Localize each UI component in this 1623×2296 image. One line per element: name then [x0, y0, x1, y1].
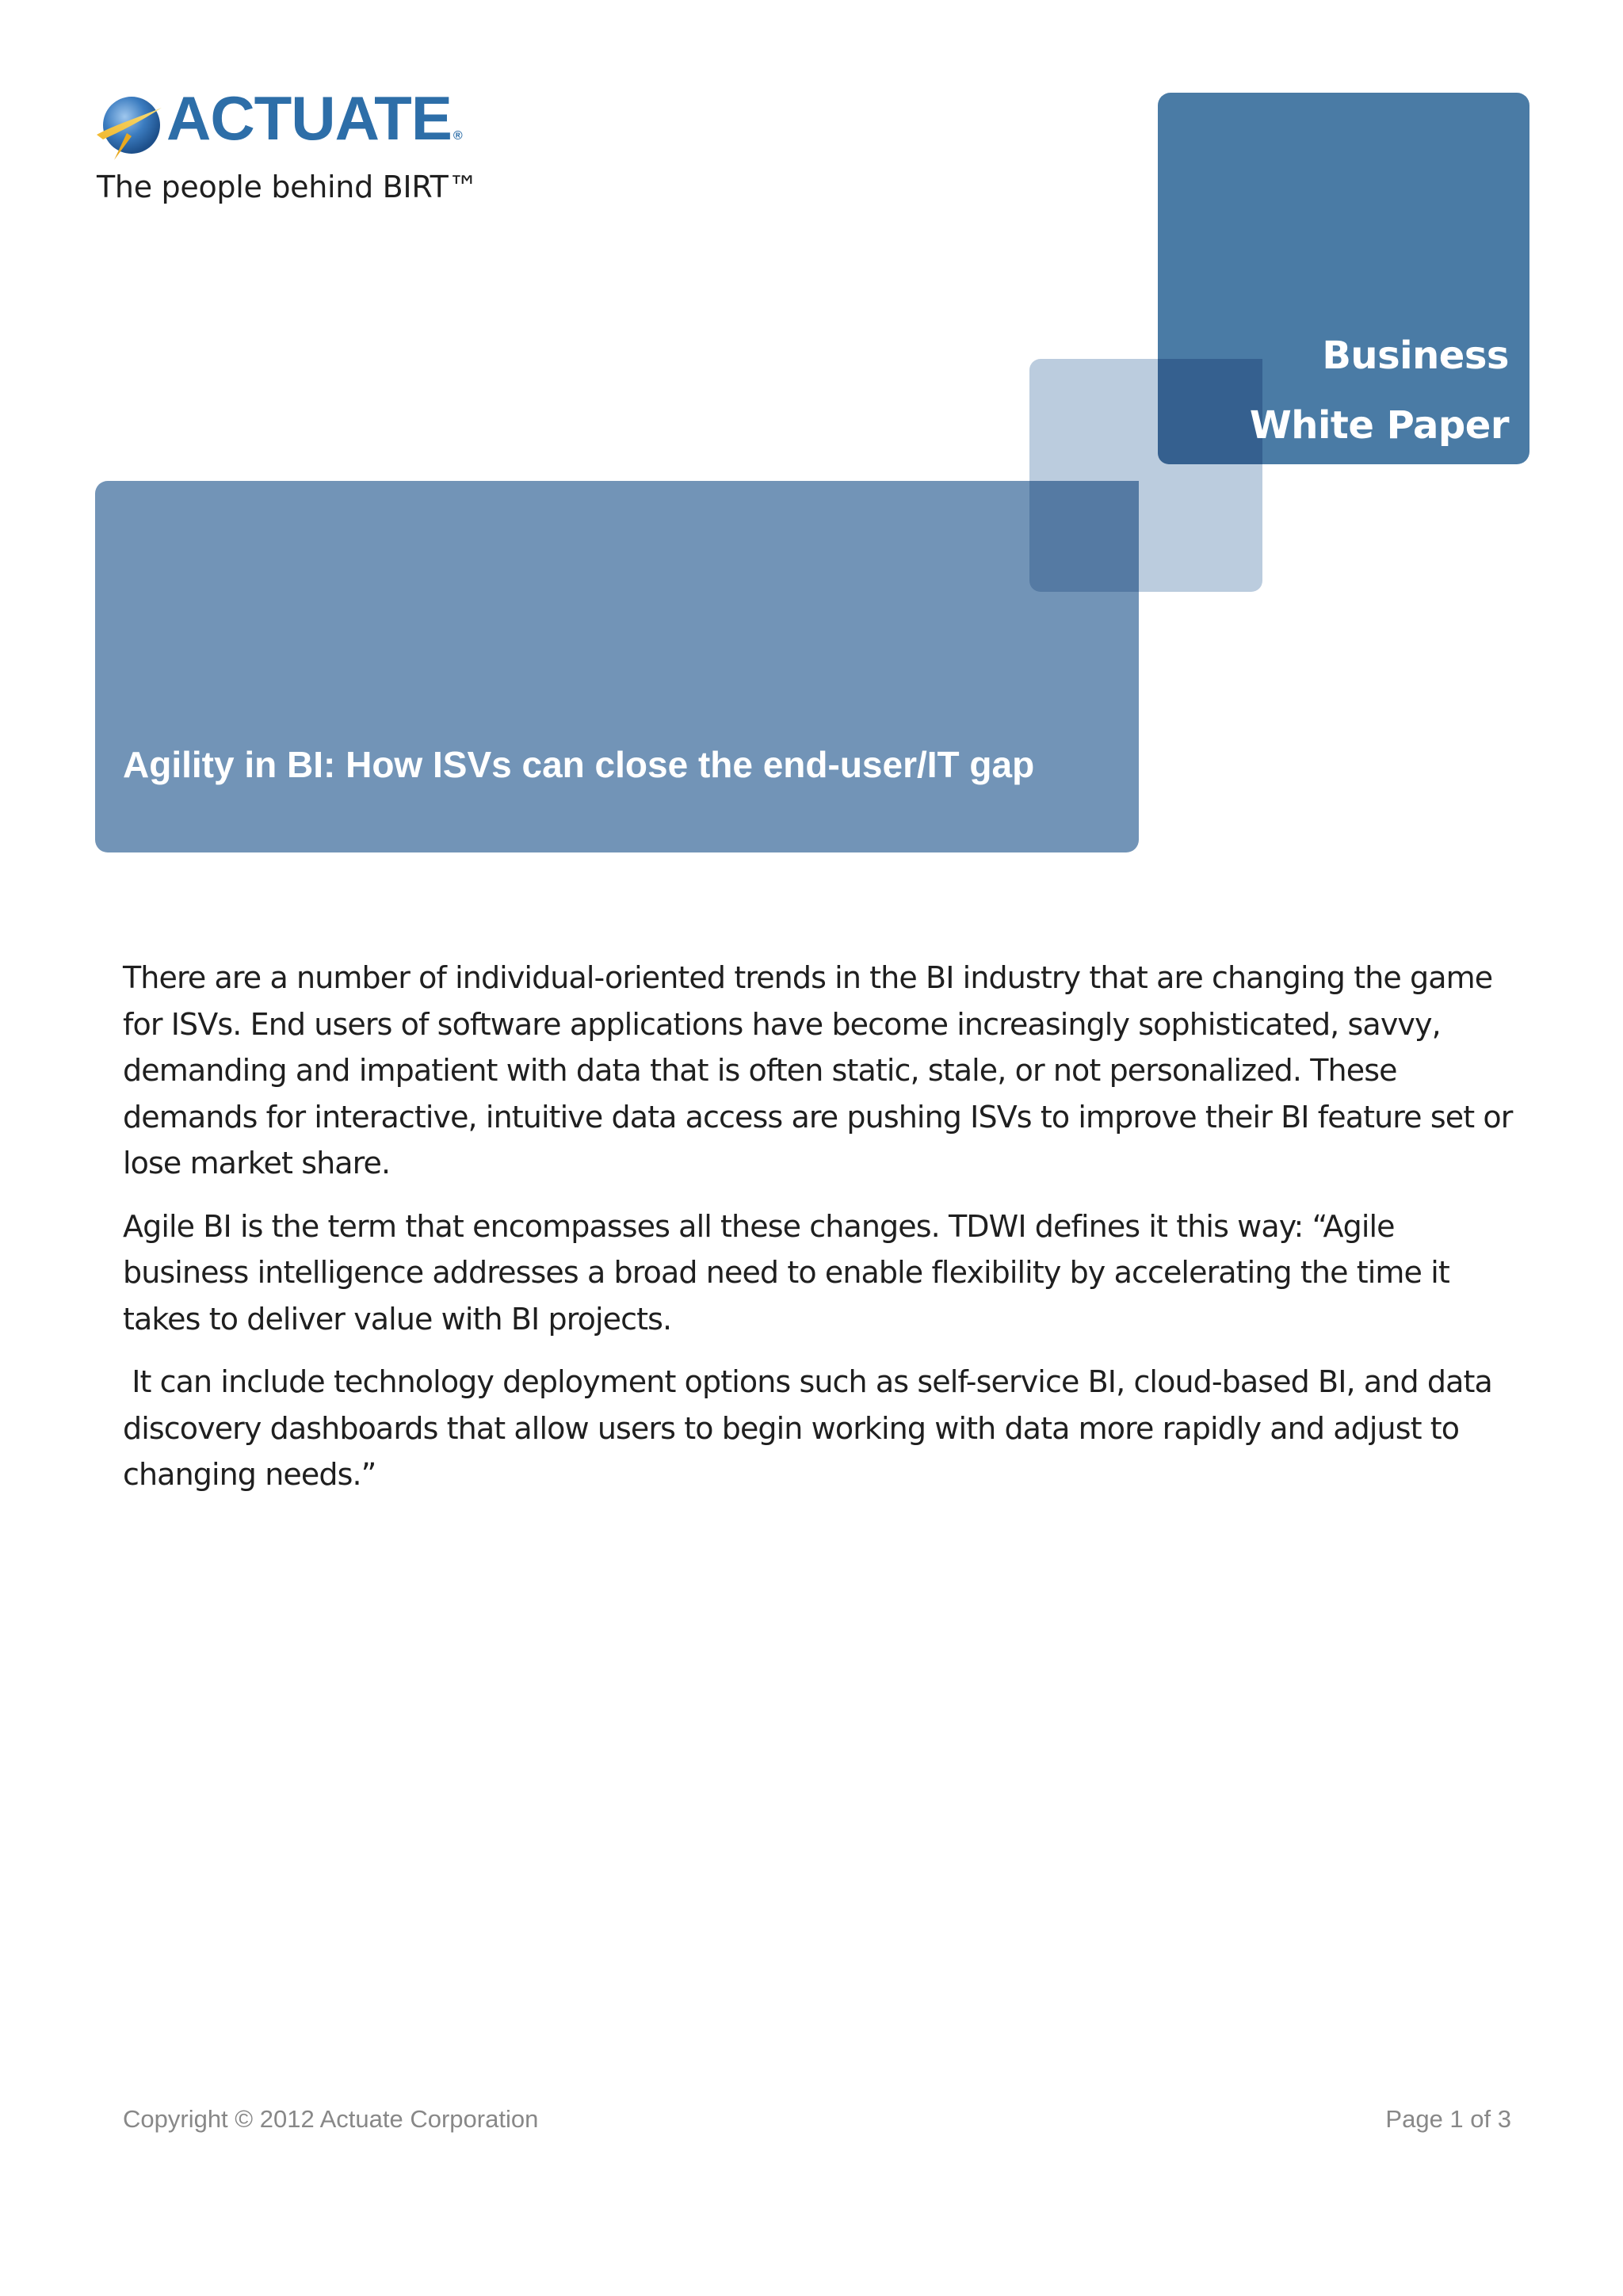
- logo-tagline: The people behind BIRT™: [97, 170, 479, 204]
- page-footer: [123, 2105, 1511, 2137]
- document-title: Agility in BI: How ISVs can close the end-user/IT gap: [123, 744, 1035, 785]
- paper-type-label: [1250, 321, 1509, 460]
- paper-type-line1: Business: [1322, 334, 1509, 378]
- logo-text: ACTUATE: [166, 83, 452, 153]
- company-logo: [94, 83, 537, 214]
- paper-type-line2: White Paper: [1249, 403, 1509, 448]
- paragraph-3: It can include technology deployment options such as self-service BI, cloud-based BI, and data discovery dashboards that allow users to begin working with data more rapidly and adjust to changing needs.”: [123, 1364, 1502, 1492]
- paragraph-2: Agile BI is the term that encompasses all these changes. TDWI defines it this way: “Agile business intelligence addresses a broad need to enable flexibility by accelerating the time it takes to deliver value with BI projects.: [123, 1208, 1449, 1337]
- body-text: [123, 955, 1518, 1515]
- decor-overlap-bottom: [1029, 481, 1139, 592]
- page-number: Page 1 of 3: [1385, 2105, 1511, 2133]
- logo-wordmark: [166, 82, 462, 154]
- paragraph-1: There are a number of individual-oriented trends in the BI industry that are changing the game for ISVs. End users of software applications have become increasingly sophisticated, savvy, demanding and impatient with data that is often static, stale, or not personalized. These demands for interactive, intuitive data access are pushing ISVs to improve their BI feature set or lose market share.: [123, 960, 1513, 1180]
- globe-logo-icon: [94, 90, 165, 162]
- registered-mark: ®: [453, 129, 462, 143]
- copyright-text: Copyright © 2012 Actuate Corporation: [123, 2105, 539, 2133]
- title-banner: [95, 481, 1139, 852]
- decor-overlap-top: [1158, 359, 1262, 464]
